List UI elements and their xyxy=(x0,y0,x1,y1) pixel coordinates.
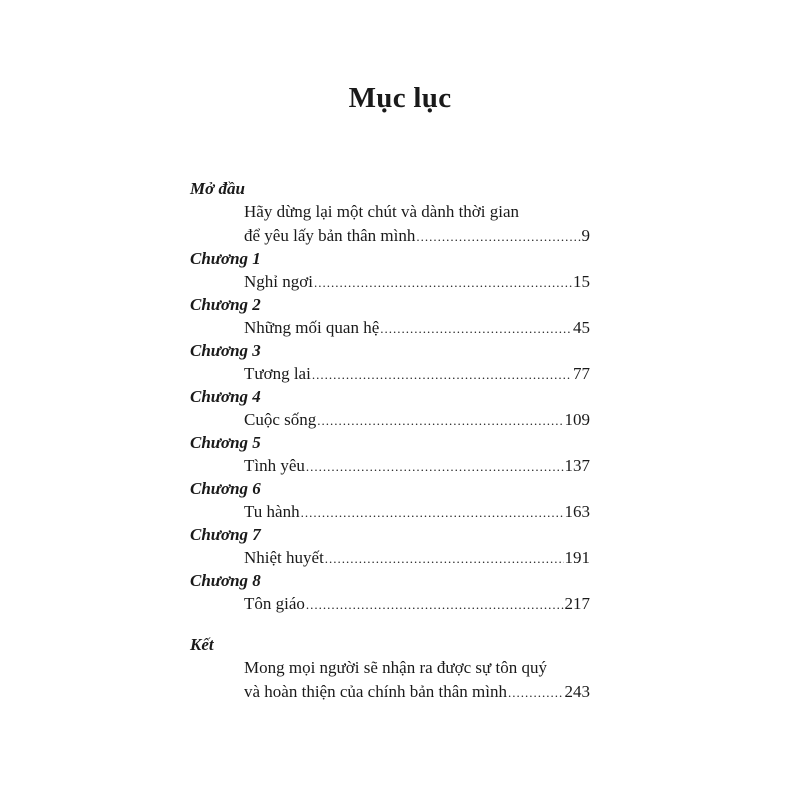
dot-leader xyxy=(380,317,572,341)
dot-leader xyxy=(312,363,572,387)
entry-title: Tôn giáo xyxy=(244,594,305,613)
dot-leader xyxy=(325,547,564,571)
toc-section-chapter xyxy=(190,340,610,386)
entry-line xyxy=(244,546,590,570)
section-heading: Mở đầu xyxy=(190,179,245,198)
entry-title-line xyxy=(244,680,590,704)
entry-title: Tình yêu xyxy=(244,456,305,475)
section-gap xyxy=(190,616,610,634)
entry-line xyxy=(244,454,590,478)
toc-section-chapter xyxy=(190,248,610,294)
toc-section-chapter xyxy=(190,294,610,340)
page-number: 163 xyxy=(564,502,590,521)
dot-leader xyxy=(301,501,564,525)
table-of-contents xyxy=(190,178,610,704)
entry-line xyxy=(244,270,590,294)
entry-title-line: Mong mọi người sẽ nhận ra được sự tôn quý xyxy=(244,658,547,677)
page-number: 191 xyxy=(564,548,590,567)
chapter-heading: Chương 6 xyxy=(190,479,261,498)
toc-section-outro xyxy=(190,634,610,704)
dot-leader xyxy=(306,455,564,479)
toc-section-chapter xyxy=(190,524,610,570)
entry-line xyxy=(244,316,590,340)
entry-line xyxy=(244,408,590,432)
toc-section-chapter xyxy=(190,386,610,432)
page-number: 77 xyxy=(573,364,590,383)
entry-title: để yêu lấy bản thân mình xyxy=(244,226,416,245)
toc-entry xyxy=(244,408,610,432)
dot-leader xyxy=(314,271,572,295)
toc-entry xyxy=(244,546,610,570)
toc-entry xyxy=(244,362,610,386)
dot-leader xyxy=(306,593,564,617)
toc-entry xyxy=(244,316,610,340)
chapter-heading: Chương 8 xyxy=(190,571,261,590)
chapter-heading: Chương 3 xyxy=(190,341,261,360)
entry-title: Những mối quan hệ xyxy=(244,318,380,337)
toc-section-chapter xyxy=(190,478,610,524)
chapter-heading: Chương 7 xyxy=(190,525,261,544)
chapter-heading: Chương 2 xyxy=(190,295,261,314)
page-number: 243 xyxy=(564,682,590,701)
entry-title-line xyxy=(244,224,590,248)
toc-entry xyxy=(244,454,610,478)
entry-title: và hoàn thiện của chính bản thân mình xyxy=(244,682,507,701)
dot-leader xyxy=(508,681,564,705)
page-number: 45 xyxy=(573,318,590,337)
toc-section-chapter xyxy=(190,432,610,478)
dot-leader xyxy=(416,225,580,249)
entry-title-line: Hãy dừng lại một chút và dành thời gian xyxy=(244,202,520,221)
entry-line xyxy=(244,500,590,524)
chapter-heading: Chương 1 xyxy=(190,249,261,268)
toc-entry xyxy=(244,270,610,294)
section-heading: Kết xyxy=(190,635,214,654)
chapter-heading: Chương 5 xyxy=(190,433,261,452)
page-number: 15 xyxy=(573,272,590,291)
page-number: 217 xyxy=(564,594,590,613)
entry-title: Nhiệt huyết xyxy=(244,548,324,567)
toc-entry xyxy=(244,200,610,248)
entry-line xyxy=(244,592,590,616)
page-number: 137 xyxy=(564,456,590,475)
page-number: 9 xyxy=(581,226,590,245)
entry-title: Cuộc sống xyxy=(244,410,317,429)
page-title: Mục lục xyxy=(348,82,452,114)
chapter-heading: Chương 4 xyxy=(190,387,261,406)
entry-title: Nghỉ ngơi xyxy=(244,272,313,291)
entry-line xyxy=(244,362,590,386)
entry-title: Tương lai xyxy=(244,364,311,383)
toc-entry xyxy=(244,592,610,616)
dot-leader xyxy=(317,409,563,433)
toc-entry xyxy=(244,500,610,524)
entry-title: Tu hành xyxy=(244,502,300,521)
toc-section-chapter xyxy=(190,570,610,616)
toc-section-intro xyxy=(190,178,610,248)
toc-entry xyxy=(244,656,610,704)
page-number: 109 xyxy=(564,410,590,429)
chapter-list xyxy=(190,248,610,616)
